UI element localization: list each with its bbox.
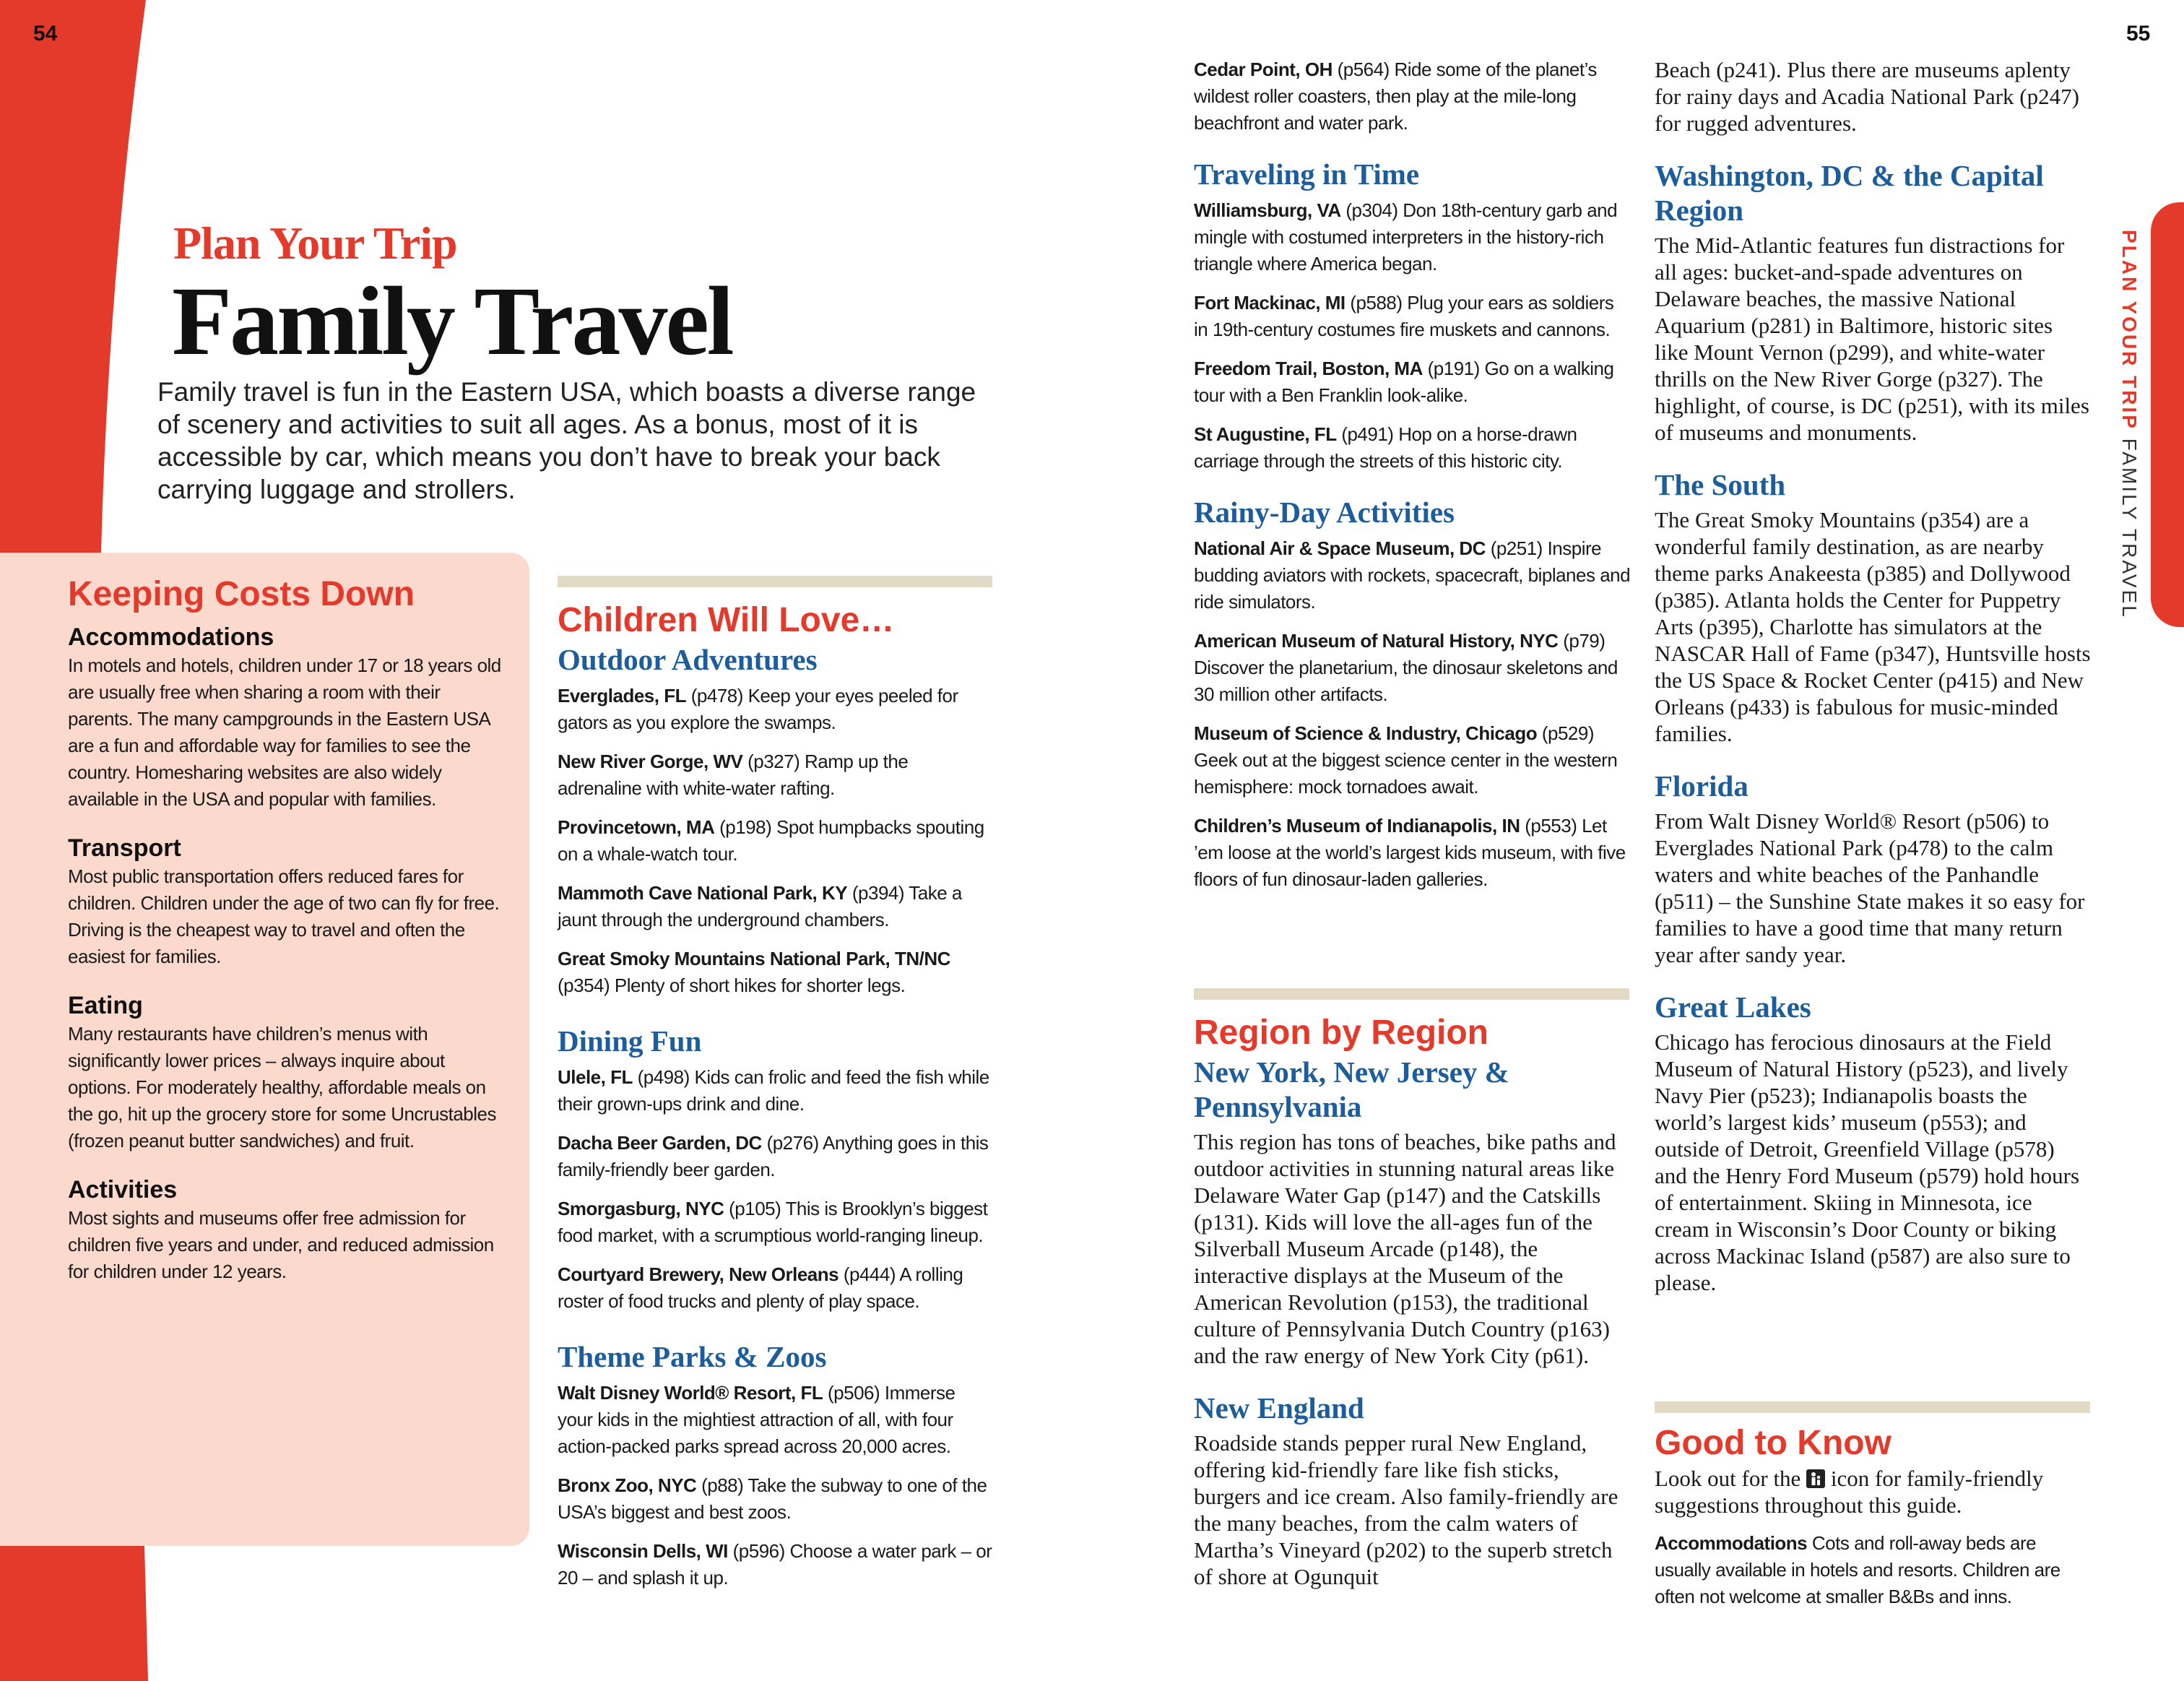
- list-item: Mammoth Cave National Park, KY (p394) Take a jaunt through the underground chambers.: [558, 882, 962, 930]
- side-tab-bold: PLAN YOUR TRIP: [2118, 230, 2141, 431]
- right-column-2: [1655, 56, 2092, 1296]
- right-column-1: [1194, 56, 1631, 905]
- intro-paragraph: Family travel is fun in the Eastern USA, which boasts a diverse range of scenery and activities to suit all ages. As a bonus, most of it is accessible by car, which means you don’t have to break your back carrying luggage and strollers.: [157, 377, 976, 504]
- sidebar-heading: Activities: [68, 1176, 178, 1204]
- list-item: St Augustine, FL (p491) Hop on a horse-drawn carriage through the streets of this historic city.: [1194, 423, 1577, 472]
- sidebar-title: Keeping Costs Down: [68, 575, 415, 613]
- costs-sidebar: [0, 553, 529, 1546]
- list-item: Williamsburg, VA (p304) Don 18th-century garb and mingle with costumed interpreters in the history-rich triangle where America began.: [1194, 199, 1618, 275]
- children-title: Children Will Love…: [558, 601, 895, 639]
- ny-heading: New York, New Jersey & Pennsylvania: [1194, 1055, 1509, 1123]
- section-rule: [558, 576, 992, 587]
- sidebar-section: [68, 833, 508, 970]
- list-item: Freedom Trail, Boston, MA (p191) Go on a walking tour with a Ben Franklin look-alike.: [1194, 358, 1614, 406]
- ny-text: This region has tons of beaches, bike paths and outdoor activities in stunning natural areas like Delaware Water Gap (p147) and the Catskills (p131). Kids will love the all-ages fun of the Silverball Museum Arcade (p148), the interactive displays at the Museum of the American Revolution (p153), the traditional culture of Pennsylvania Dutch Country (p163) and the raw energy of New York City (p61).: [1194, 1129, 1616, 1368]
- gtk-title: Good to Know: [1655, 1424, 1892, 1462]
- sidebar-heading: Eating: [68, 992, 143, 1019]
- list-item: Bronx Zoo, NYC (p88) Take the subway to one of the USA’s biggest and best zoos.: [558, 1474, 987, 1523]
- parks-heading: Theme Parks & Zoos: [558, 1340, 827, 1373]
- gtk-text: Look out for the icon for family-friendly suggestions throughout this guide.: [1655, 1466, 2044, 1518]
- sidebar-text: Many restaurants have children’s menus with significantly lower prices – always inquire about options. For moderately healthy, affordable meals on the go, hit up the grocery store for some Uncrustables (frozen peanut butter sandwiches) and fruit.: [68, 1023, 496, 1151]
- time-heading: Traveling in Time: [1194, 157, 1420, 191]
- list-item: Children’s Museum of Indianapolis, IN (p553) Let ’em loose at the world’s largest kids museum, with five floors of fun dinosaur-laden galleries.: [1194, 815, 1626, 890]
- florida-heading: Florida: [1655, 769, 1748, 803]
- outdoor-heading: Outdoor Adventures: [558, 643, 818, 676]
- side-tab-label: [2115, 230, 2144, 620]
- sidebar-section: [68, 622, 508, 813]
- good-to-know-section: [1655, 1401, 2090, 1622]
- dining-heading: Dining Fun: [558, 1024, 702, 1058]
- sidebar-text: Most sights and museums offer free admission for children five years and under, and reduced admission for children under 12 years.: [68, 1207, 494, 1282]
- list-item: Dacha Beer Garden, DC (p276) Anything goes in this family-friendly beer garden.: [558, 1132, 989, 1180]
- sidebar-heading: Accommodations: [68, 623, 274, 651]
- side-tab-light: FAMILY TRAVEL: [2118, 438, 2141, 619]
- south-text: The Great Smoky Mountains (p354) are a wonderful family destination, as are nearby theme parks Anakeesta (p385) and Dollywood (p385). Atlanta holds the Center for Puppetry Arts (p395), Charlotte has simulators at the NASCAR Hall of Fame (p347), Huntsville hosts the US Space & Rocket Center (p415) and New Orleans (p433) is fabulous for music-minded families.: [1655, 507, 2091, 746]
- ne-heading: New England: [1194, 1391, 1364, 1425]
- ne-text-continued: Beach (p241). Plus there are museums aplenty for rainy days and Acadia National Park (p247) for rugged adventures.: [1655, 57, 2079, 136]
- dc-text: The Mid-Atlantic features fun distractions for all ages: bucket-and-spade adventures on Delaware beaches, the massive National Aquarium (p281) in Baltimore, historic sites like Mount Vernon (p299), and white-water thrills on the New River Gorge (p327). The highlight, of course, is DC (p251), with its miles of museums and monuments.: [1655, 233, 2089, 445]
- rainy-heading: Rainy-Day Activities: [1194, 496, 1455, 529]
- list-item: National Air & Space Museum, DC (p251) Inspire budding aviators with rockets, spacecraft, biplanes and ride simulators.: [1194, 537, 1631, 613]
- section-rule: [1194, 988, 1629, 1000]
- list-item: Walt Disney World® Resort, FL (p506) Immerse your kids in the mightiest attraction of all, with four action-packed parks spread across 20,000 acres.: [558, 1382, 956, 1457]
- list-item: Fort Mackinac, MI (p588) Plug your ears as soldiers in 19th-century costumes fire muskets and cannons.: [1194, 292, 1614, 340]
- lakes-heading: Great Lakes: [1655, 990, 1811, 1024]
- page-number-left: 54: [33, 22, 58, 46]
- family-friendly-icon: [1806, 1469, 1825, 1488]
- ne-text: Roadside stands pepper rural New England, offering kid-friendly fare like fish sticks, burgers and ice cream. Also family-friendly are the many beaches, from the calm waters of Martha’s Vineyard (p202) to the superb stretch of shore at Ogunquit: [1194, 1430, 1618, 1589]
- list-item: Smorgasburg, NYC (p105) This is Brooklyn’s biggest food market, with a scrumptious world-ranging lineup.: [558, 1198, 988, 1246]
- florida-text: From Walt Disney World® Resort (p506) to Everglades National Park (p478) to the calm waters and white beaches of the Panhandle (p511) – the Sunshine State makes it so easy for families to have a good time that many return year after sandy year.: [1655, 808, 2085, 967]
- side-tab: [2151, 202, 2184, 627]
- list-item: New River Gorge, WV (p327) Ramp up the adrenaline with white-water rafting.: [558, 751, 909, 799]
- list-item: Courtyard Brewery, New Orleans (p444) A rolling roster of food trucks and plenty of play space.: [558, 1263, 963, 1312]
- list-item: Ulele, FL (p498) Kids can frolic and feed the fish while their grown-ups drink and dine.: [558, 1066, 989, 1115]
- children-column: [558, 576, 992, 1604]
- list-item: Museum of Science & Industry, Chicago (p529) Geek out at the biggest science center in the western hemisphere: mock tornadoes await.: [1194, 722, 1618, 798]
- page-title: Family Travel: [172, 267, 732, 376]
- sidebar-text: Most public transportation offers reduced fares for children. Children under the age of two can fly for free. Driving is the cheapest way to travel and often the easiest for families.: [68, 865, 500, 967]
- list-item: Everglades, FL (p478) Keep your eyes peeled for gators as you explore the swamps.: [558, 685, 958, 733]
- sidebar-section: [68, 990, 508, 1154]
- sidebar-section: [68, 1175, 508, 1285]
- list-item: Accommodations Cots and roll-away beds are usually available in hotels and resorts. Children are often not welcome at smaller B&Bs and inns.: [1655, 1532, 2060, 1607]
- list-item: Provincetown, MA (p198) Spot humpbacks spouting on a whale-watch tour.: [558, 816, 984, 865]
- section-rule: [1655, 1401, 2090, 1413]
- region-section: [1194, 988, 1629, 1590]
- sidebar-heading: Transport: [68, 834, 181, 862]
- section-kicker: Plan Your Trip: [173, 217, 457, 269]
- page-number-right: 55: [2126, 22, 2151, 46]
- list-item: American Museum of Natural History, NYC (p79) Discover the planetarium, the dinosaur skeletons and 30 million other artifacts.: [1194, 630, 1618, 705]
- list-item: Wisconsin Dells, WI (p596) Choose a water park – or 20 – and splash it up.: [558, 1540, 992, 1589]
- south-heading: The South: [1655, 468, 1786, 501]
- region-title: Region by Region: [1194, 1014, 1488, 1052]
- list-item: Great Smoky Mountains National Park, TN/NC (p354) Plenty of short hikes for shorter legs.: [558, 948, 950, 996]
- dc-heading: Washington, DC & the Capital Region: [1655, 159, 2044, 227]
- sidebar-text: In motels and hotels, children under 17 or 18 years old are usually free when sharing a room with their parents. The many campgrounds in the Eastern USA are a fun and affordable way for families to see the country. Homesharing websites are also widely available in the USA and popular with families.: [68, 654, 501, 810]
- lakes-text: Chicago has ferocious dinosaurs at the Field Museum of Natural History (p523), and lively Navy Pier (p523); Indianapolis boasts the world’s largest kids’ museum (p553); and outside of Detroit, Greenfield Village (p578) and the Henry Ford Museum (p579) hold hours of entertainment. Skiing in Minnesota, ice cream in Wisconsin’s Door County or biking across Mackinac Island (p587) are also sure to please.: [1655, 1029, 2080, 1295]
- list-item: Cedar Point, OH (p564) Ride some of the planet’s wildest roller coasters, then play at the mile-long beachfront and water park.: [1194, 59, 1597, 134]
